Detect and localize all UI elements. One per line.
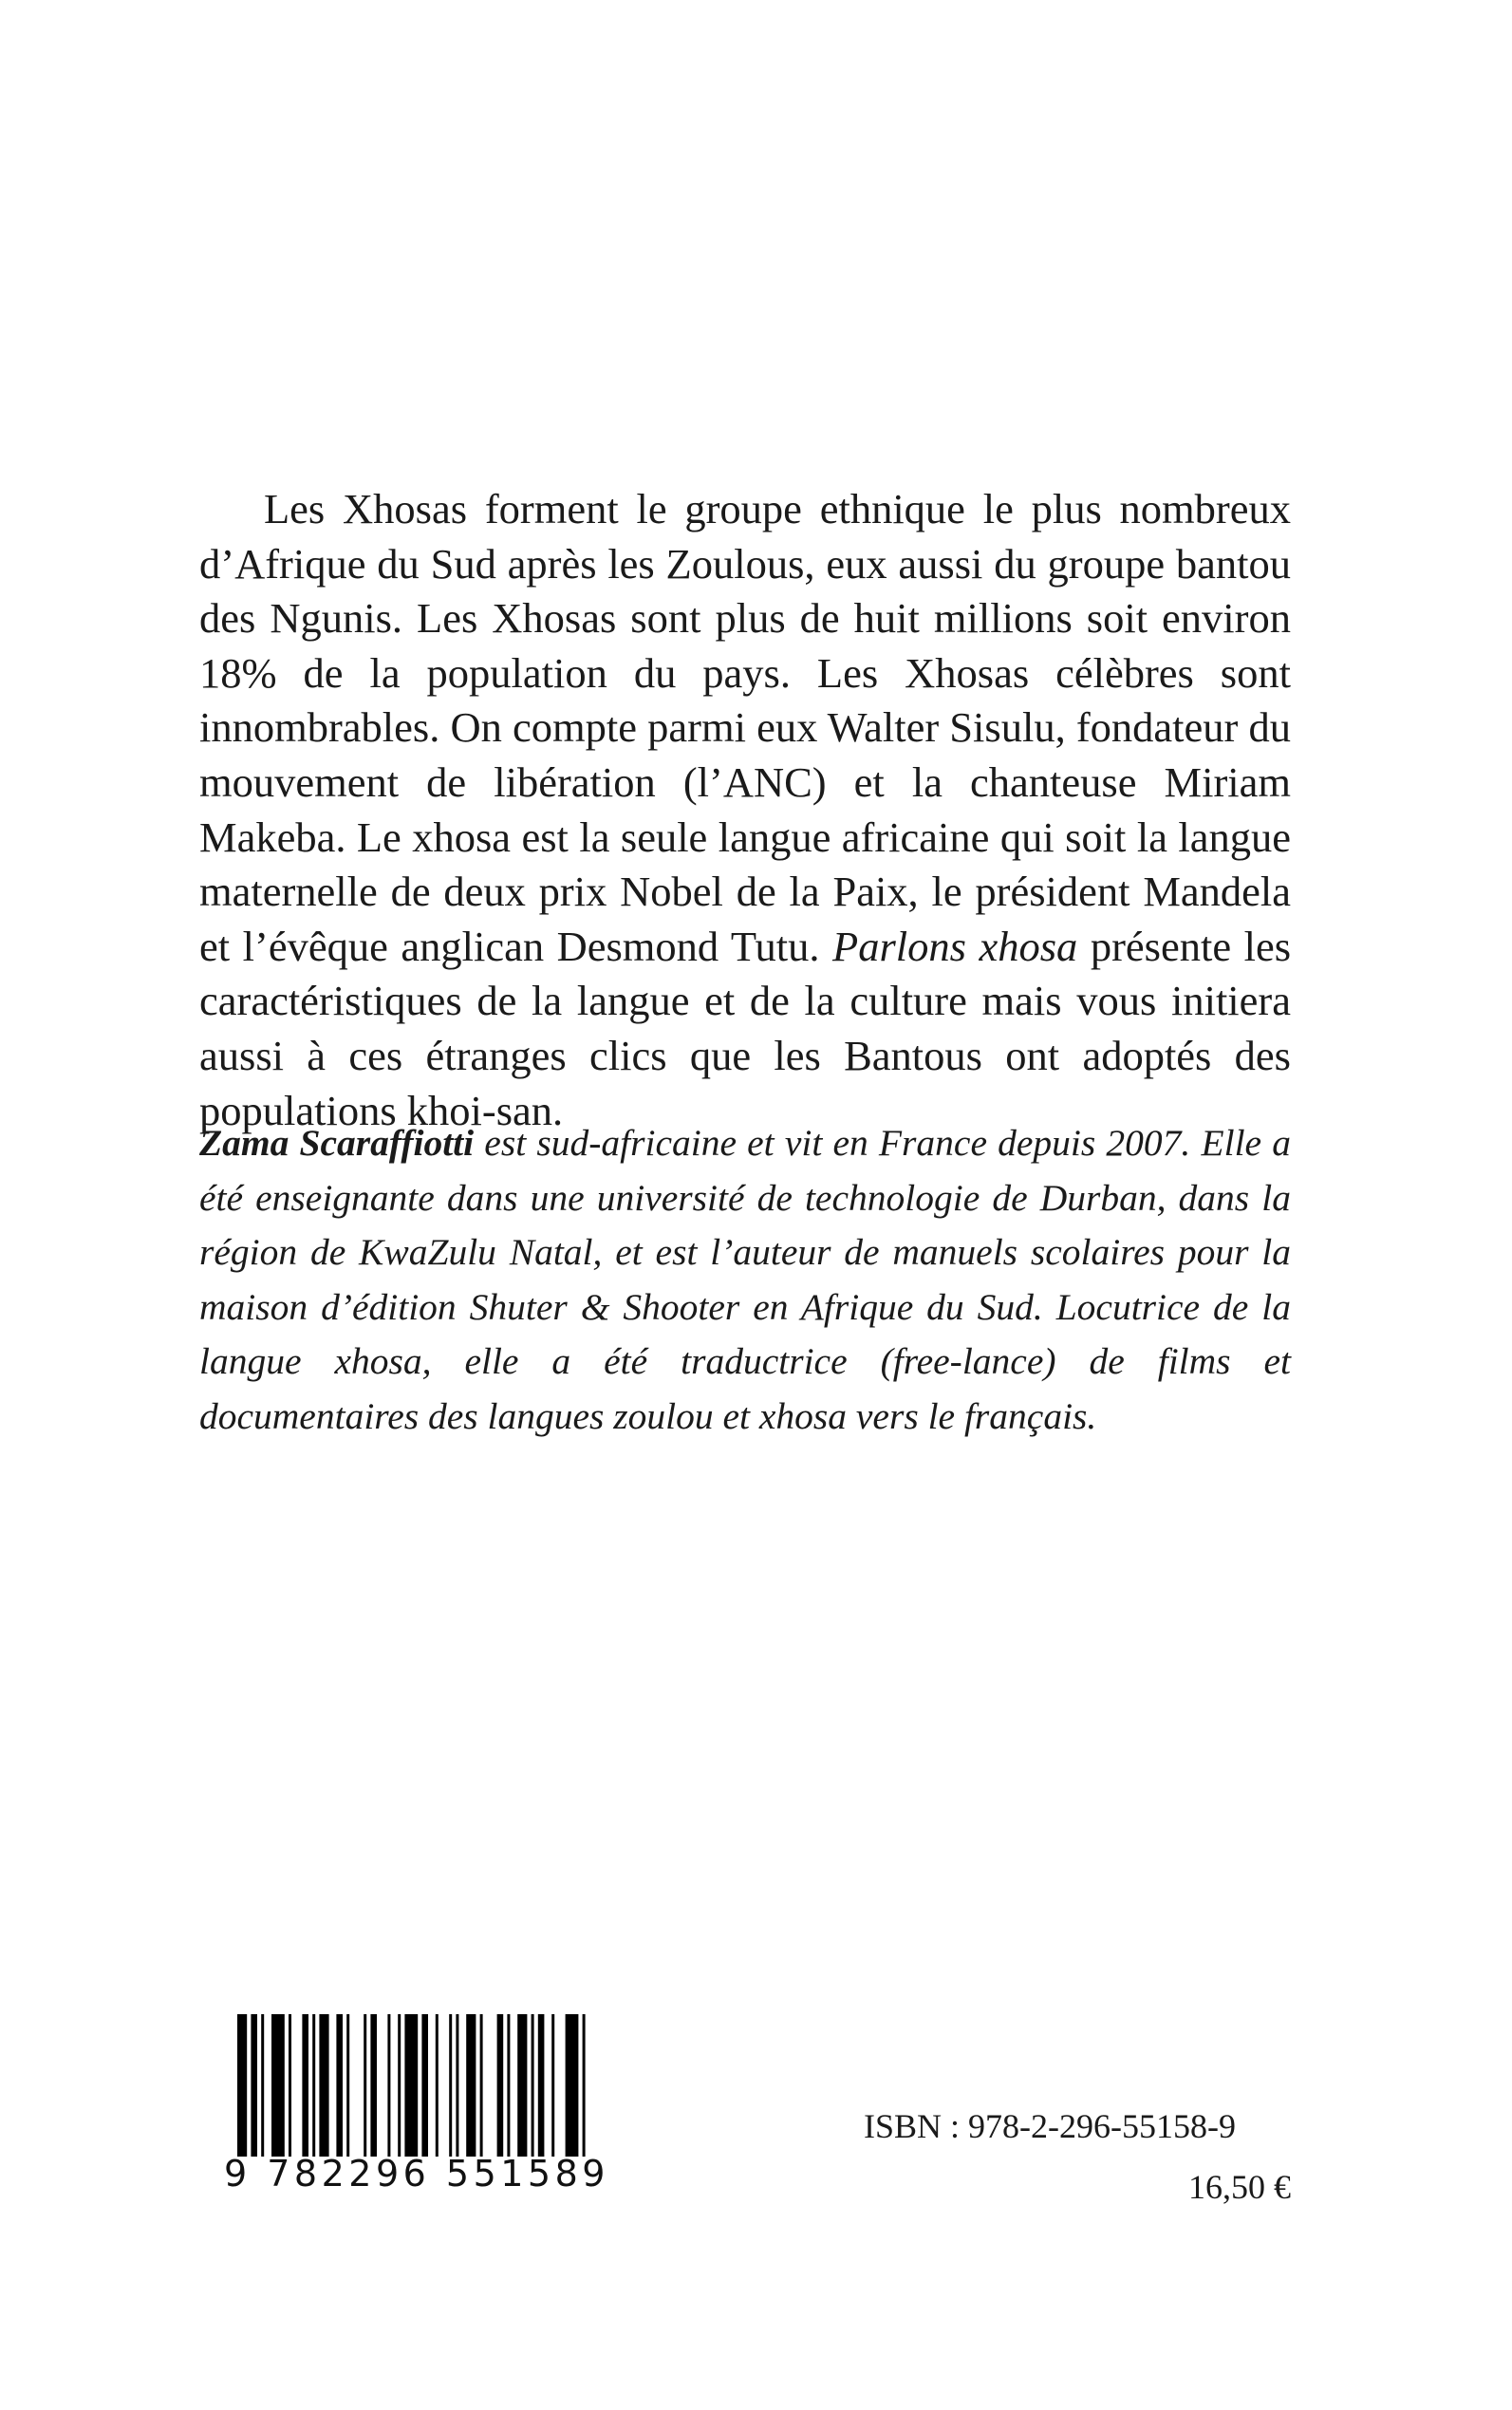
- author-name: Zama Scaraffiotti: [199, 1122, 475, 1164]
- barcode-bars-graphic: [224, 2014, 599, 2157]
- description-part-2: présente les caractéristiques de la langue et de la culture mais vous initiera aussi à ces étranges clics que les Bantous ont adoptés des populations khoi-san.: [199, 922, 1292, 1134]
- barcode-digits: 9 782296 551589: [224, 2153, 609, 2195]
- barcode: [224, 2014, 609, 2248]
- isbn-label: ISBN : 978-2-296-55158-9: [864, 2107, 1236, 2145]
- price-label: 16,50 €: [1188, 2168, 1291, 2206]
- description-part-1: Les Xhosas forment le groupe ethnique le plus nombreux d’Afrique du Sud après les Zoulous, eux aussi du groupe bantou des Ngunis. Les Xhosas sont plus de huit millions soit environ 18% de la population du pays. Les Xhosas célèbres sont innombrables. On compte parmi eux Walter Sisulu, fondateur du mouvement de libération (l’ANC) et la chanteuse Miriam Makeba. Le xhosa est la seule langue africaine qui soit la langue maternelle de deux prix Nobel de la Paix, le président Mandela et l’évêque anglican Desmond Tutu.: [199, 485, 1291, 970]
- author-bio-text: est sud-africaine et vit en France depuis 2007. Elle a été enseignante dans une université de technologie de Durban, dans la région de KwaZulu Natal, et est l’auteur de manuels scolaires pour la maison d’édition Shuter & Shooter en Afrique du Sud. Locutrice de la langue xhosa, elle a été traductrice (free-lance) de films et documentaires des langues zoulou et xhosa vers le français.: [199, 1122, 1291, 1437]
- author-bio: [199, 1116, 1291, 1445]
- book-title-italic: Parlons xhosa: [832, 922, 1078, 970]
- book-description: [199, 482, 1291, 1138]
